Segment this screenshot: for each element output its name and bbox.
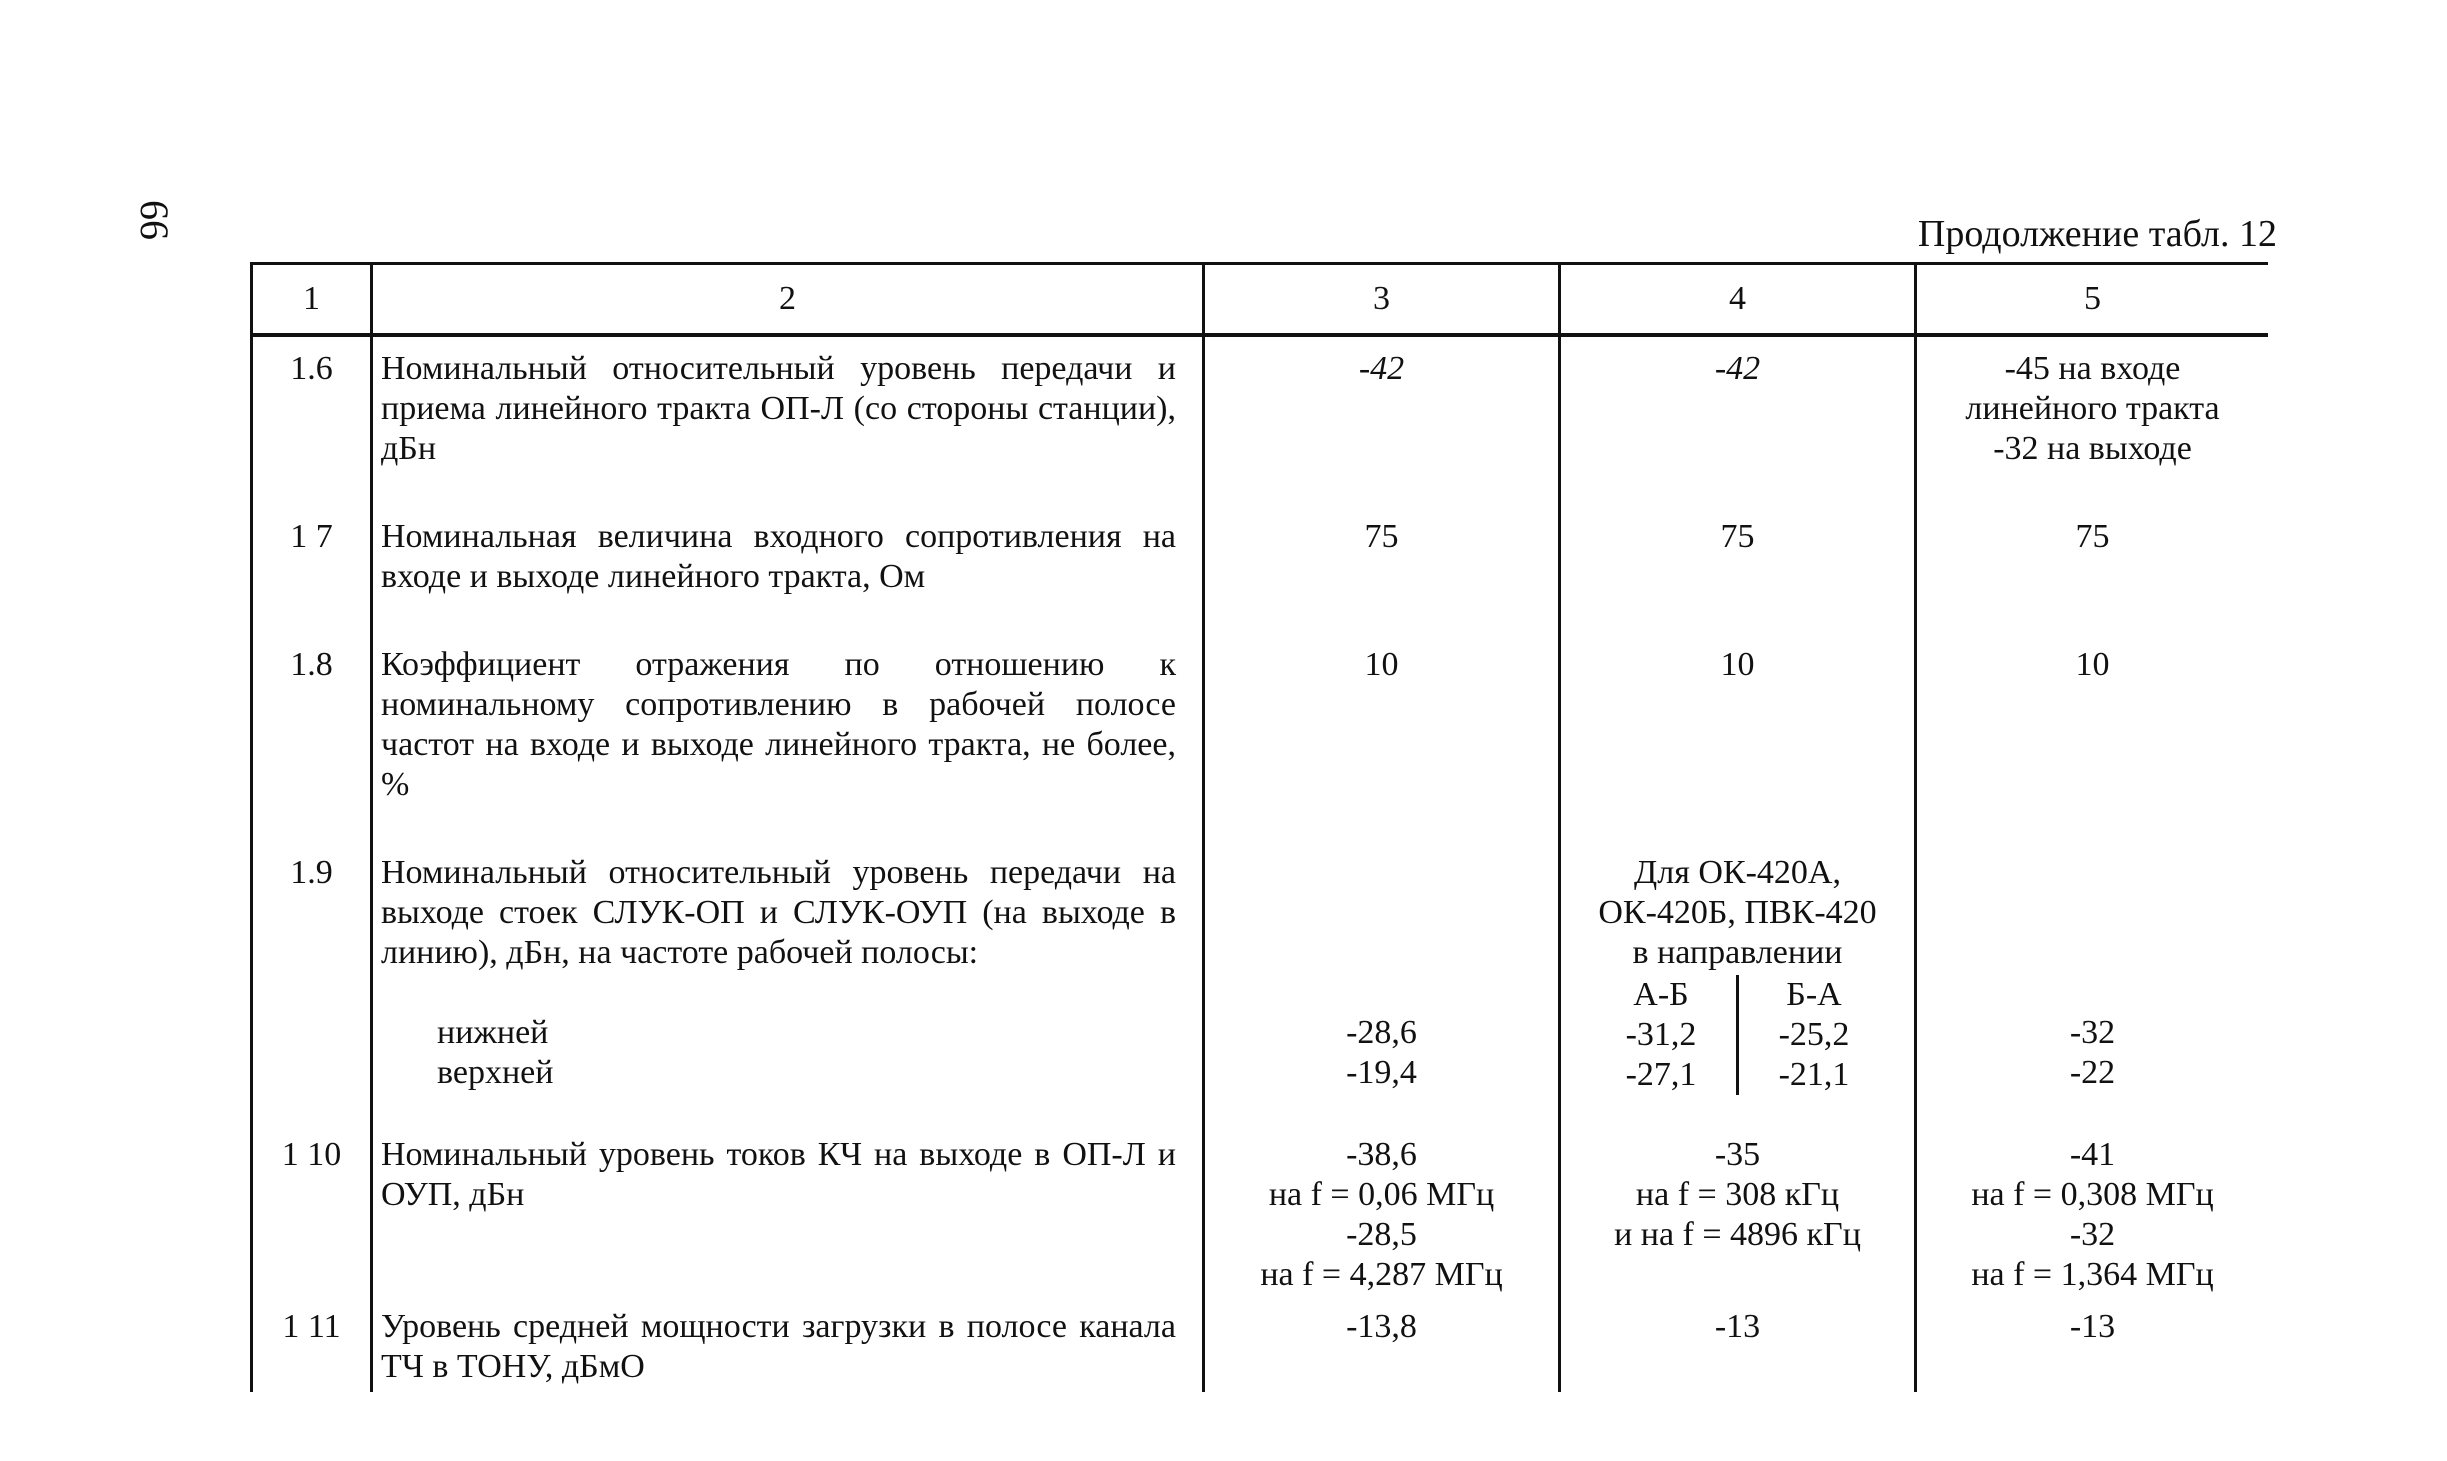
value-line: -35 <box>1714 1136 1761 1173</box>
value-line: и на f = 4896 кГц <box>1614 1216 1861 1253</box>
row-value-col5 <box>1916 335 2269 505</box>
row-value-col3 <box>1204 335 1560 505</box>
spacer <box>1917 933 2268 973</box>
note-line: в направлении <box>1632 934 1843 971</box>
value-line: -45 на входе <box>2004 350 2181 387</box>
spacer <box>1917 973 2268 1013</box>
spacer <box>381 973 1176 1013</box>
value-line: 75 <box>1720 518 1755 555</box>
spacer <box>1205 933 1558 973</box>
row-value-col5 <box>1916 841 2269 1123</box>
value-line: линейного тракта <box>1965 390 2220 427</box>
page-number: 66 <box>132 200 177 240</box>
value-line: 75 <box>2075 518 2110 555</box>
value-line: 10 <box>2075 646 2110 683</box>
spacer <box>1205 893 1558 933</box>
header-col-5: 5 <box>1916 264 2269 336</box>
spacer <box>1917 853 2268 893</box>
header-col-2: 2 <box>372 264 1204 336</box>
table-container <box>250 262 2268 1392</box>
note-line: Для ОК-420А, <box>1634 854 1841 891</box>
sub-label-lower: нижней <box>437 1014 549 1051</box>
row-number: 1 11 <box>252 1295 372 1392</box>
row-description-text: Номинальный относительный уровень передачи на выходе стоек СЛУК-ОП и СЛУК-ОУП (на выходе в линию), дБн, на частоте рабочей полосы: <box>381 854 1176 971</box>
direction-split <box>1561 975 1914 1095</box>
value-line: -13,8 <box>1346 1308 1417 1345</box>
value-line: 10 <box>1720 646 1755 683</box>
row-value-col5 <box>1916 505 2269 633</box>
value-line: -27,1 <box>1625 1056 1697 1093</box>
row-description: Уровень средней мощности загрузки в полосе канала ТЧ в ТОНУ, дБмО <box>372 1295 1204 1392</box>
direction-a-label: А-Б <box>1633 976 1689 1013</box>
table-caption: Продолжение табл. 12 <box>1917 213 2277 255</box>
row-number: 1.9 <box>252 841 372 1123</box>
row-description: Номинальный уровень токов КЧ на выходе в ОП-Л и ОУП, дБн <box>372 1123 1204 1295</box>
row-value-col4 <box>1560 1123 1916 1295</box>
value-line: на f = 0,308 МГц <box>1971 1176 2214 1213</box>
value-line: 75 <box>1364 518 1399 555</box>
spacer <box>1205 853 1558 893</box>
value-line: -32 на выходе <box>1993 430 2192 467</box>
row-value-col4 <box>1560 335 1916 505</box>
row-value-col3 <box>1204 1123 1560 1295</box>
table-row <box>252 1123 2269 1295</box>
value-line: -28,6 <box>1346 1014 1417 1051</box>
row-number: 1.8 <box>252 633 372 841</box>
row-value-col5 <box>1916 633 2269 841</box>
value-line: -31,2 <box>1625 1016 1697 1053</box>
table-row <box>252 1295 2269 1392</box>
row-value-col4 <box>1560 633 1916 841</box>
value-line: -28,5 <box>1346 1216 1417 1253</box>
table-row <box>252 841 2269 1123</box>
header-col-3: 3 <box>1204 264 1560 336</box>
row-value-col3 <box>1204 633 1560 841</box>
row-description <box>372 841 1204 1123</box>
value-line: -25,2 <box>1778 1016 1850 1053</box>
header-col-4: 4 <box>1560 264 1916 336</box>
row-description: Коэффициент отражения по отношению к номинальному сопротивлению в рабочей полосе частот на входе и выходе линейного тракта, не более, % <box>372 633 1204 841</box>
table-row <box>252 505 2269 633</box>
direction-b-column <box>1739 975 1889 1095</box>
row-value-col3 <box>1204 505 1560 633</box>
note-line: ОК-420Б, ПВК-420 <box>1598 894 1877 931</box>
header-row <box>252 264 2269 336</box>
value-line: -38,6 <box>1346 1136 1417 1173</box>
row-number: 1.6 <box>252 335 372 505</box>
value-line: на f = 1,364 МГц <box>1971 1256 2214 1293</box>
row-value-col3 <box>1204 841 1560 1123</box>
value-line: 10 <box>1364 646 1399 683</box>
value-line: -13 <box>2069 1308 2116 1345</box>
spacer <box>1205 973 1558 1013</box>
value-line: -41 <box>2069 1136 2116 1173</box>
row-value-col5 <box>1916 1295 2269 1392</box>
row-value-col4 <box>1560 505 1916 633</box>
value-line: -42 <box>1714 350 1761 387</box>
value-line: -19,4 <box>1346 1054 1417 1091</box>
row-value-col4 <box>1560 1295 1916 1392</box>
header-col-1: 1 <box>252 264 372 336</box>
value-line: -42 <box>1358 350 1405 387</box>
value-line: на f = 308 кГц <box>1635 1176 1840 1213</box>
row-value-col5 <box>1916 1123 2269 1295</box>
row-value-col3 <box>1204 1295 1560 1392</box>
value-line: на f = 0,06 МГц <box>1268 1176 1495 1213</box>
value-line: -22 <box>2069 1054 2116 1091</box>
value-line: -32 <box>2069 1014 2116 1051</box>
table-row <box>252 633 2269 841</box>
data-table <box>250 262 2268 1392</box>
table-row <box>252 335 2269 505</box>
spacer <box>1917 893 2268 933</box>
value-line: -13 <box>1714 1308 1761 1345</box>
sub-label-upper: верхней <box>437 1054 554 1091</box>
value-line: -21,1 <box>1778 1056 1850 1093</box>
value-line: -32 <box>2069 1216 2116 1253</box>
row-value-col4 <box>1560 841 1916 1123</box>
row-description: Номинальный относительный уровень передачи и приема линейного тракта ОП-Л (со стороны станции), дБн <box>372 335 1204 505</box>
row-description: Номинальная величина входного сопротивления на входе и выходе линейного тракта, Ом <box>372 505 1204 633</box>
row-number: 1 7 <box>252 505 372 633</box>
direction-a-column <box>1586 975 1739 1095</box>
row-number: 1 10 <box>252 1123 372 1295</box>
direction-b-label: Б-А <box>1786 976 1842 1013</box>
value-line: на f = 4,287 МГц <box>1260 1256 1503 1293</box>
